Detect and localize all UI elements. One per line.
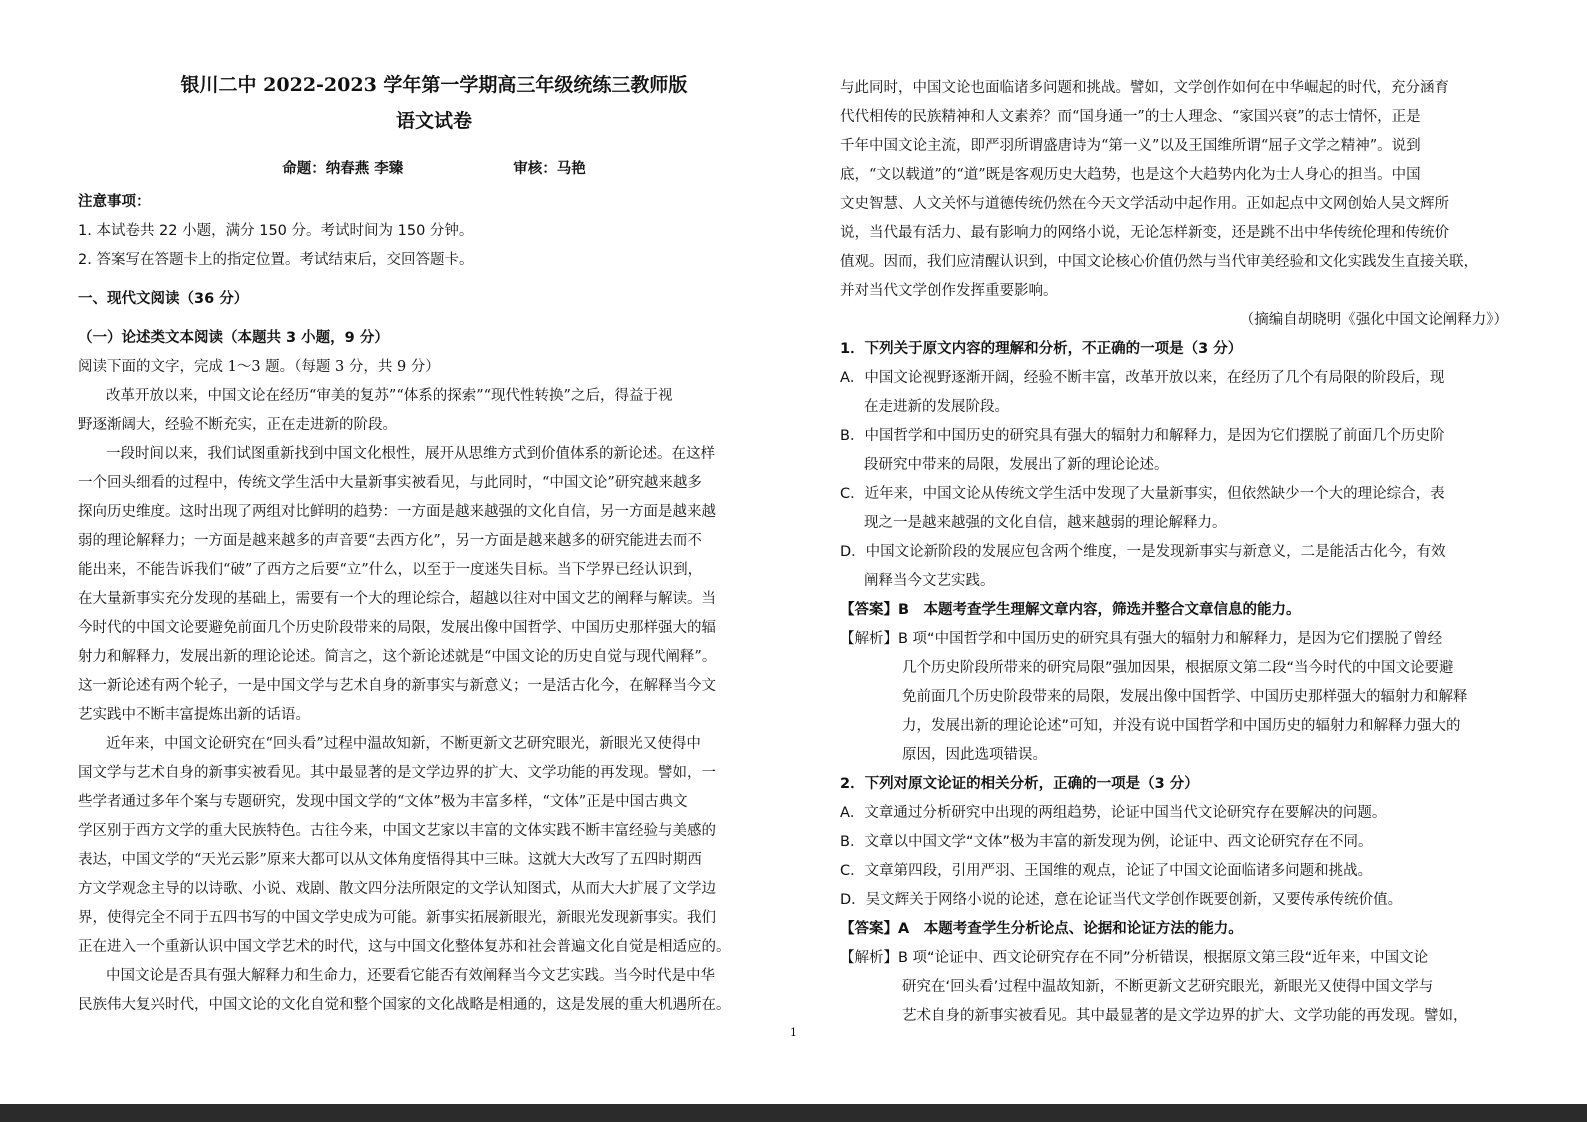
notice-item: 2. 答案写在答题卡上的指定位置。考试结束后，交回答题卡。 <box>78 252 474 268</box>
passage-line: 弱的理论解释力；一方面是越来越多的声音要“去西方化”，另一方面是越来越多的研究能进去而不 <box>78 533 702 549</box>
passage-line: 近年来，中国文论研究在“回头看”过程中温故知新，不断更新文艺研究眼光，新眼光又使得中 <box>106 736 701 752</box>
analysis-line: 几个历史阶段所带来的研究局限”强加因果，根据原文第二段“当今时代的中国文论要避 <box>902 660 1454 676</box>
passage-line: 千年中国文论主流，即严羽所谓盛唐诗为“第一义”以及王国维所谓“屈子文学之精神”。说到 <box>840 138 1421 154</box>
question-stem: 2．下列对原文论证的相关分析，正确的一项是（3 分） <box>840 776 1199 792</box>
passage-line: 表达，中国文学的“天光云影”原来大都可以从文体角度悟得其中三昧。这就大大改写了五四时期西 <box>78 852 702 868</box>
passage-line: 中国文论是否具有强大解释力和生命力，还要看它能否有效阐释当今文艺实践。当今时代是中华 <box>106 968 715 984</box>
passage-line: 代代相传的民族精神和人文素养？而“国身通一”的士人理念、“家国兴衰”的志士情怀，正是 <box>840 109 1421 125</box>
passage-line: 民族伟大复兴时代，中国文论的文化自觉和整个国家的文化战略是相通的，这是发展的重大机遇所在。 <box>78 997 731 1013</box>
analysis-line: 艺术自身的新事实被看见。其中最显著的是文学边界的扩大、文学功能的再发现。譬如， <box>902 1008 1468 1024</box>
question-stem: 1．下列关于原文内容的理解和分析，不正确的一项是（3 分） <box>840 341 1243 357</box>
reading-instruction: 阅读下面的文字，完成 1～3 题。（每题 3 分，共 9 分） <box>78 359 440 375</box>
left-column <box>78 70 790 1020</box>
passage-line: 射力和解释力，发展出新的理论论述。简言之，这个新论述就是“中国文论的历史自觉与现代阐释”。 <box>78 649 717 665</box>
passage-line: 底，“文以载道”的“道”既是客观历史大趋势，也是这个大趋势内化为士人身心的担当。中国 <box>840 167 1421 183</box>
notice-block <box>78 188 790 275</box>
passage-line: 些学者通过多年个案与专题研究，发现中国文学的“文体”极为丰富多样，“文体”正是中国古典文 <box>78 794 688 810</box>
passage-line: 野逐渐阔大，经验不断充实，正在走进新的阶段。 <box>78 417 397 433</box>
option-c: C．文章第四段，引用严羽、王国维的观点，论证了中国文论面临诸多问题和挑战。 <box>840 863 1373 879</box>
passage-line: 这一新论述有两个轮子，一是中国文学与艺术自身的新事实与新意义；一是活古化今，在解释当今文 <box>78 678 716 694</box>
passage-line: 一个回头细看的过程中，传统文学生活中大量新事实被看见，与此同时，“中国文论”研究越来越多 <box>78 475 702 491</box>
option-c: C．近年来，中国文论从传统文学生活中发现了大量新事实，但依然缺少一个大的理论综合，表 <box>840 486 1445 502</box>
passage-line: 并对当代文学创作发挥重要影响。 <box>840 283 1058 299</box>
exam-subtitle: 语文试卷 <box>395 110 472 132</box>
passage-line: 艺实践中不断丰富提炼出新的话语。 <box>78 707 310 723</box>
passage-line: 界，使得完全不同于五四书写的中国文学史成为可能。新事实拓展新眼光，新眼光发现新事实。我们 <box>78 910 716 926</box>
question-2 <box>840 770 1512 1031</box>
analysis-line: 力，发展出新的理论论述”可知，并没有说中国哲学和中国历史的辐射力和解释力强大的 <box>902 718 1461 734</box>
passage-right <box>840 74 1512 306</box>
passage-line: 一段时间以来，我们试图重新找到中国文化根性，展开从思维方式到价值体系的新论述。在这样 <box>106 446 715 462</box>
analysis-line: 免前面几个历史阶段带来的局限，发展出像中国哲学、中国历史那样强大的辐射力和解释 <box>902 689 1468 705</box>
passage-line: 改革开放以来，中国文论在经历“审美的复苏”“体系的探索”“现代性转换”之后，得益于视 <box>106 388 673 404</box>
analysis-line: 【解析】B 项“论证中、西文论研究存在不同”分析错误，根据原文第三段“近年来，中国文论 <box>840 950 1429 966</box>
source-citation: （摘编自胡晓明《强化中国文论阐释力》） <box>1239 312 1508 328</box>
right-column <box>840 74 1512 1031</box>
reviewer-name: 审核：马艳 <box>513 160 586 177</box>
section-heading: 一、现代文阅读（36 分） <box>78 291 249 307</box>
passage-left <box>78 382 790 1020</box>
passage-line: 能出来，不能告诉我们“破”了西方之后要“立”什么，以至于一度迷失目标。当下学界已经认识到， <box>78 562 703 578</box>
exam-title: 银川二中 2022-2023 学年第一学期高三年级统练三教师版 <box>180 74 688 96</box>
passage-line: 说，当代最有活力、最有影响力的网络小说，无论怎样新变，还是跳不出中华传统伦理和传统价 <box>840 225 1449 241</box>
option-b: B．中国哲学和中国历史的研究具有强大的辐射力和解释力，是因为它们摆脱了前面几个历史阶 <box>840 428 1445 444</box>
passage-line: 方文学观念主导的以诗歌、小说、戏剧、散文四分法所限定的文学认知图式，从而大大扩展了文学边 <box>78 881 716 897</box>
page-number: 1 <box>790 1026 797 1039</box>
answer-line: 【答案】A 本题考查学生分析论点、论据和论证方法的能力。 <box>840 921 1243 937</box>
option-c-cont: 现之一是越来越强的文化自信，越来越弱的理论解释力。 <box>864 515 1227 531</box>
passage-line: 探向历史维度。这时出现了两组对比鲜明的趋势：一方面是越来越强的文化自信，另一方面是越来越 <box>78 504 716 520</box>
option-a-cont: 在走进新的发展阶段。 <box>864 399 1009 415</box>
analysis-line: 原因，因此选项错误。 <box>902 747 1047 763</box>
passage-line: 与此同时，中国文论也面临诸多问题和挑战。譬如，文学创作如何在中华崛起的时代，充分涵育 <box>840 80 1449 96</box>
authors-line <box>78 158 790 180</box>
option-a: A．文章通过分析研究中出现的两组趋势，论证中国当代文论研究存在要解决的问题。 <box>840 805 1387 821</box>
author-names: 命题：纳春燕 李臻 <box>282 160 404 177</box>
question-1 <box>840 335 1512 770</box>
passage-line: 今时代的中国文论要避免前面几个历史阶段带来的局限，发展出像中国哲学、中国历史那样强大的辐 <box>78 620 716 636</box>
option-a: A．中国文论视野逐渐开阔，经验不断丰富，改革开放以来，在经历了几个有局限的阶段后，现 <box>840 370 1445 386</box>
notice-heading: 注意事项： <box>78 194 151 210</box>
option-d: D．吴文辉关于网络小说的论述，意在论证当代文学创作既要创新，又要传承传统价值。 <box>840 892 1403 908</box>
answer-line: 【答案】B 本题考查学生理解文章内容，筛选并整合文章信息的能力。 <box>840 602 1301 618</box>
passage-line: 在大量新事实充分发现的基础上，需要有一个大的理论综合，超越以往对中国文艺的阐释与解读。当 <box>78 591 716 607</box>
passage-line: 学区别于西方文学的重大民族特色。古往今来，中国文艺家以丰富的文体实践不断丰富经验与美感的 <box>78 823 716 839</box>
option-d: D．中国文论新阶段的发展应包含两个维度，一是发现新事实与新意义，二是能活古化今，有效 <box>840 544 1446 560</box>
analysis-line: 【解析】B 项“中国哲学和中国历史的研究具有强大的辐射力和解释力，是因为它们摆脱了曾经 <box>840 631 1443 647</box>
option-d-cont: 阐释当今文艺实践。 <box>864 573 995 589</box>
passage-line: 国文学与艺术自身的新事实被看见。其中最显著的是文学边界的扩大、文学功能的再发现。譬如，一 <box>78 765 716 781</box>
passage-line: 文史智慧、人文关怀与道德传统仍然在今天文学活动中起作用。正如起点中文网创始人吴文辉所 <box>840 196 1449 212</box>
notice-item: 1. 本试卷共 22 小题，满分 150 分。考试时间为 150 分钟。 <box>78 223 474 239</box>
analysis-line: 研究在‘回头看’过程中温故知新，不断更新文艺研究眼光，新眼光又使得中国文学与 <box>902 979 1434 995</box>
sub-section-heading: （一）论述类文本阅读（本题共 3 小题，9 分） <box>78 330 389 346</box>
option-b-cont: 段研究中带来的局限，发展出了新的理论论述。 <box>864 457 1169 473</box>
passage-line: 值观。因而，我们应清醒认识到，中国文论核心价值仍然与当代审美经验和文化实践发生直接关联， <box>840 254 1478 270</box>
option-b: B．文章以中国文学“文体”极为丰富的新发现为例，论证中、西文论研究存在不同。 <box>840 834 1373 850</box>
passage-line: 正在进入一个重新认识中国文学艺术的时代，这与中国文化整体复苏和社会普遍文化自觉是相适应的。 <box>78 939 731 955</box>
bottom-border <box>0 1104 1587 1122</box>
